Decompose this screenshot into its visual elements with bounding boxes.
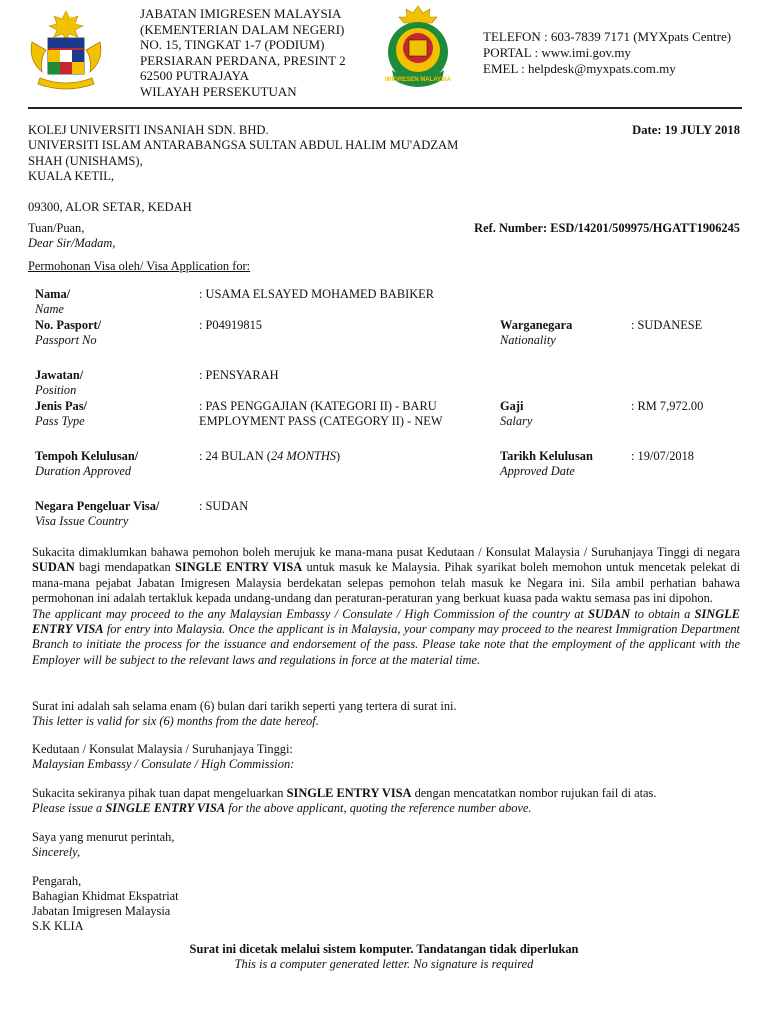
closing-malay: Saya yang menurut perintah, (32, 830, 175, 844)
paragraph-malay (32, 545, 740, 607)
agency-line: NO. 15, TINGKAT 1-7 (PODIUM) (140, 37, 325, 52)
header-divider (28, 107, 742, 109)
recipient-line: SHAH (UNISHAMS), (28, 153, 143, 168)
agency-line: JABATAN IMIGRESEN MALAYSIA (140, 6, 342, 21)
closing (32, 830, 174, 860)
position-label-english: Position (35, 383, 77, 397)
para-text: bagi mendapatkan (74, 560, 175, 575)
pass-type-value-english: EMPLOYMENT PASS (CATEGORY II) - NEW (199, 414, 443, 428)
portal-line: PORTAL : www.imi.gov.my (483, 44, 632, 60)
issue-country-label-malay: Negara Pengeluar Visa/ (35, 499, 160, 513)
agency-line: PERSIARAN PERDANA, PRESINT 2 (140, 52, 346, 68)
passport-label-english: Passport No (35, 333, 97, 347)
embassy-malay: Kedutaan / Konsulat Malaysia / Suruhanjaya Tinggi: (32, 742, 293, 756)
approved-date-label-english: Approved Date (500, 464, 575, 478)
salutation-english: Dear Sir/Madam, (28, 236, 116, 250)
nationality-label-malay: Warganegara (500, 318, 573, 332)
para-text: Sukacita dimaklumkan bahawa pemohon boleh merujuk ke mana-mana pusat Kedutaan / Konsulat Malaysia / Suruhanjaya Tinggi di negara (32, 545, 740, 559)
salary-label-malay: Gaji (500, 399, 524, 413)
pass-type-label-malay: Jenis Pas/ (35, 399, 87, 413)
request-text: Sukacita sekiranya pihak tuan dapat mengeluarkan (32, 786, 287, 800)
request-english (32, 801, 656, 816)
closing-english: Sincerely, (32, 845, 81, 859)
issue-country-label-english: Visa Issue Country (35, 514, 129, 528)
body-paragraph (32, 545, 740, 668)
duration-label-malay: Tempoh Kelulusan/ (35, 449, 139, 463)
malaysia-coat-of-arms-icon (24, 8, 108, 92)
position-label-malay: Jawatan/ (35, 368, 84, 382)
duration-value-english: 24 MONTHS (270, 449, 336, 463)
salary-label-english: Salary (500, 414, 533, 428)
duration-label-english: Duration Approved (35, 464, 132, 478)
email-line: EMEL : helpdesk@myxpats.com.my (483, 60, 676, 76)
position-label (35, 368, 83, 398)
salary-label (500, 399, 532, 429)
immigration-badge-icon (378, 4, 458, 92)
recipient-line: UNIVERSITI ISLAM ANTARABANGSA SULTAN ABDUL HALIM MU'ADZAM (28, 138, 459, 153)
para-country: SUDAN (32, 560, 75, 575)
signatory-block (32, 874, 179, 934)
visa-request (32, 786, 656, 816)
recipient-address (28, 123, 458, 185)
agency-line: 62500 PUTRAJAYA (140, 68, 249, 83)
duration-label (35, 449, 138, 479)
duration-value-prefix: : 24 BULAN ( (199, 449, 271, 463)
subject-line: Permohonan Visa oleh/ Visa Application for: (28, 259, 251, 273)
name-label-malay: Nama/ (35, 287, 71, 301)
request-text: for the above applicant, quoting the reference number above. (225, 801, 532, 815)
para-text: to obtain a (630, 606, 695, 621)
passport-label (35, 318, 101, 348)
name-value: : USAMA ELSAYED MOHAMED BABIKER (199, 287, 434, 301)
postcode-line: 09300, ALOR SETAR, KEDAH (28, 200, 192, 214)
para-text: for entry into Malaysia. Once the applicant is in Malaysia, your company may proceed to the nearest Immigration Department Branch to initiate the process for the issuance and endorsement of the pass. Please take note that the employment of the applicant with the Employer will be subject to the relevant laws and regulations in force at the material time. (32, 622, 740, 667)
para-text: untuk masuk ke Malaysia. Pihak syarikat boleh memohon untuk mencetak pelekat di mana-mana pejabat Jabatan Imigresen Malaysia berdekatan selepas pemohon telah masuk ke Negara ini. Sila ambil perhatian bahawa permohonan ini adalah tertakluk kepada undang-undang dan peraturan-peraturan yang berkuat kuasa pada waktu semasa pas ini dipohon. (32, 560, 741, 606)
request-visa: SINGLE ENTRY VISA (105, 801, 226, 815)
nationality-value: : SUDANESE (631, 318, 703, 332)
salutation-malay: Tuan/Puan, (28, 221, 85, 235)
name-label-english: Name (35, 302, 64, 316)
nationality-label-english: Nationality (500, 333, 556, 347)
embassy-heading (32, 742, 294, 772)
recipient-line: KOLEJ UNIVERSITI INSANIAH SDN. BHD. (28, 123, 269, 137)
para-country: SUDAN (588, 606, 631, 621)
approved-date-label-malay: Tarikh Kelulusan (500, 449, 593, 463)
approved-date-label (500, 449, 593, 479)
approved-date-value: : 19/07/2018 (631, 449, 694, 463)
signatory-line: Jabatan Imigresen Malaysia (32, 904, 171, 918)
position-value: : PENSYARAH (199, 368, 279, 382)
contact-block (483, 29, 731, 76)
passport-label-malay: No. Pasport/ (35, 318, 102, 332)
footer-malay: Surat ini dicetak melalui sistem komputer. Tandatangan tidak diperlukan (189, 942, 579, 956)
validity-english: This letter is valid for six (6) months from the date hereof. (32, 714, 319, 728)
signatory-line: Bahagian Khidmat Ekspatriat (32, 889, 179, 903)
footer-note (0, 942, 768, 972)
logo-ribbon-text: IMIGRESEN MALAYSIA (384, 77, 452, 83)
name-label (35, 287, 70, 317)
duration-value (199, 449, 340, 464)
passport-value: : P04919815 (199, 318, 262, 332)
issue-country-label (35, 499, 159, 529)
footer-english: This is a computer generated letter. No signature is required (234, 957, 534, 971)
agency-line: WILAYAH PERSEKUTUAN (140, 83, 297, 99)
signatory-line: Pengarah, (32, 874, 82, 888)
issue-country-value: : SUDAN (199, 499, 249, 513)
nationality-label (500, 318, 572, 348)
coat-of-arms-logo (24, 8, 108, 96)
immigration-logo (378, 4, 458, 96)
request-malay (32, 786, 656, 801)
validity-note (32, 699, 457, 729)
salutation (28, 221, 115, 251)
date-label: Date: 19 JULY 2018 (632, 123, 740, 137)
agency-line: (KEMENTERIAN DALAM NEGERI) (140, 21, 345, 37)
reference-number: Ref. Number: ESD/14201/509975/HGATT1906245 (474, 221, 740, 235)
para-visa: SINGLE ENTRY VISA (32, 606, 740, 637)
embassy-english: Malaysian Embassy / Consulate / High Commission: (32, 757, 295, 771)
pass-type-value-malay: : PAS PENGGAJIAN (KATEGORI II) - BARU (199, 399, 437, 413)
request-visa: SINGLE ENTRY VISA (286, 786, 412, 800)
request-text: dengan mencatatkan nombor rujukan fail di atas. (411, 786, 657, 800)
pass-type-label (35, 399, 87, 429)
agency-address-block (140, 6, 346, 99)
signatory-line: S.K KLIA (32, 919, 84, 933)
para-text: The applicant may proceed to the any Malaysian Embassy / Consulate / High Commission of the country at (32, 606, 589, 621)
validity-malay: Surat ini adalah sah selama enam (6) bulan dari tarikh seperti yang tertera di surat ini. (32, 699, 457, 713)
pass-type-label-english: Pass Type (35, 414, 85, 428)
phone-line: TELEFON : 603-7839 7171 (MYXpats Centre) (483, 29, 732, 44)
recipient-line: KUALA KETIL, (28, 169, 115, 184)
request-text: Please issue a (32, 801, 106, 815)
paragraph-english (32, 607, 740, 669)
para-visa: SINGLE ENTRY VISA (174, 560, 303, 575)
duration-value-suffix: ) (336, 449, 341, 463)
salary-value: : RM 7,972.00 (631, 399, 704, 413)
pass-type-value (199, 399, 443, 429)
